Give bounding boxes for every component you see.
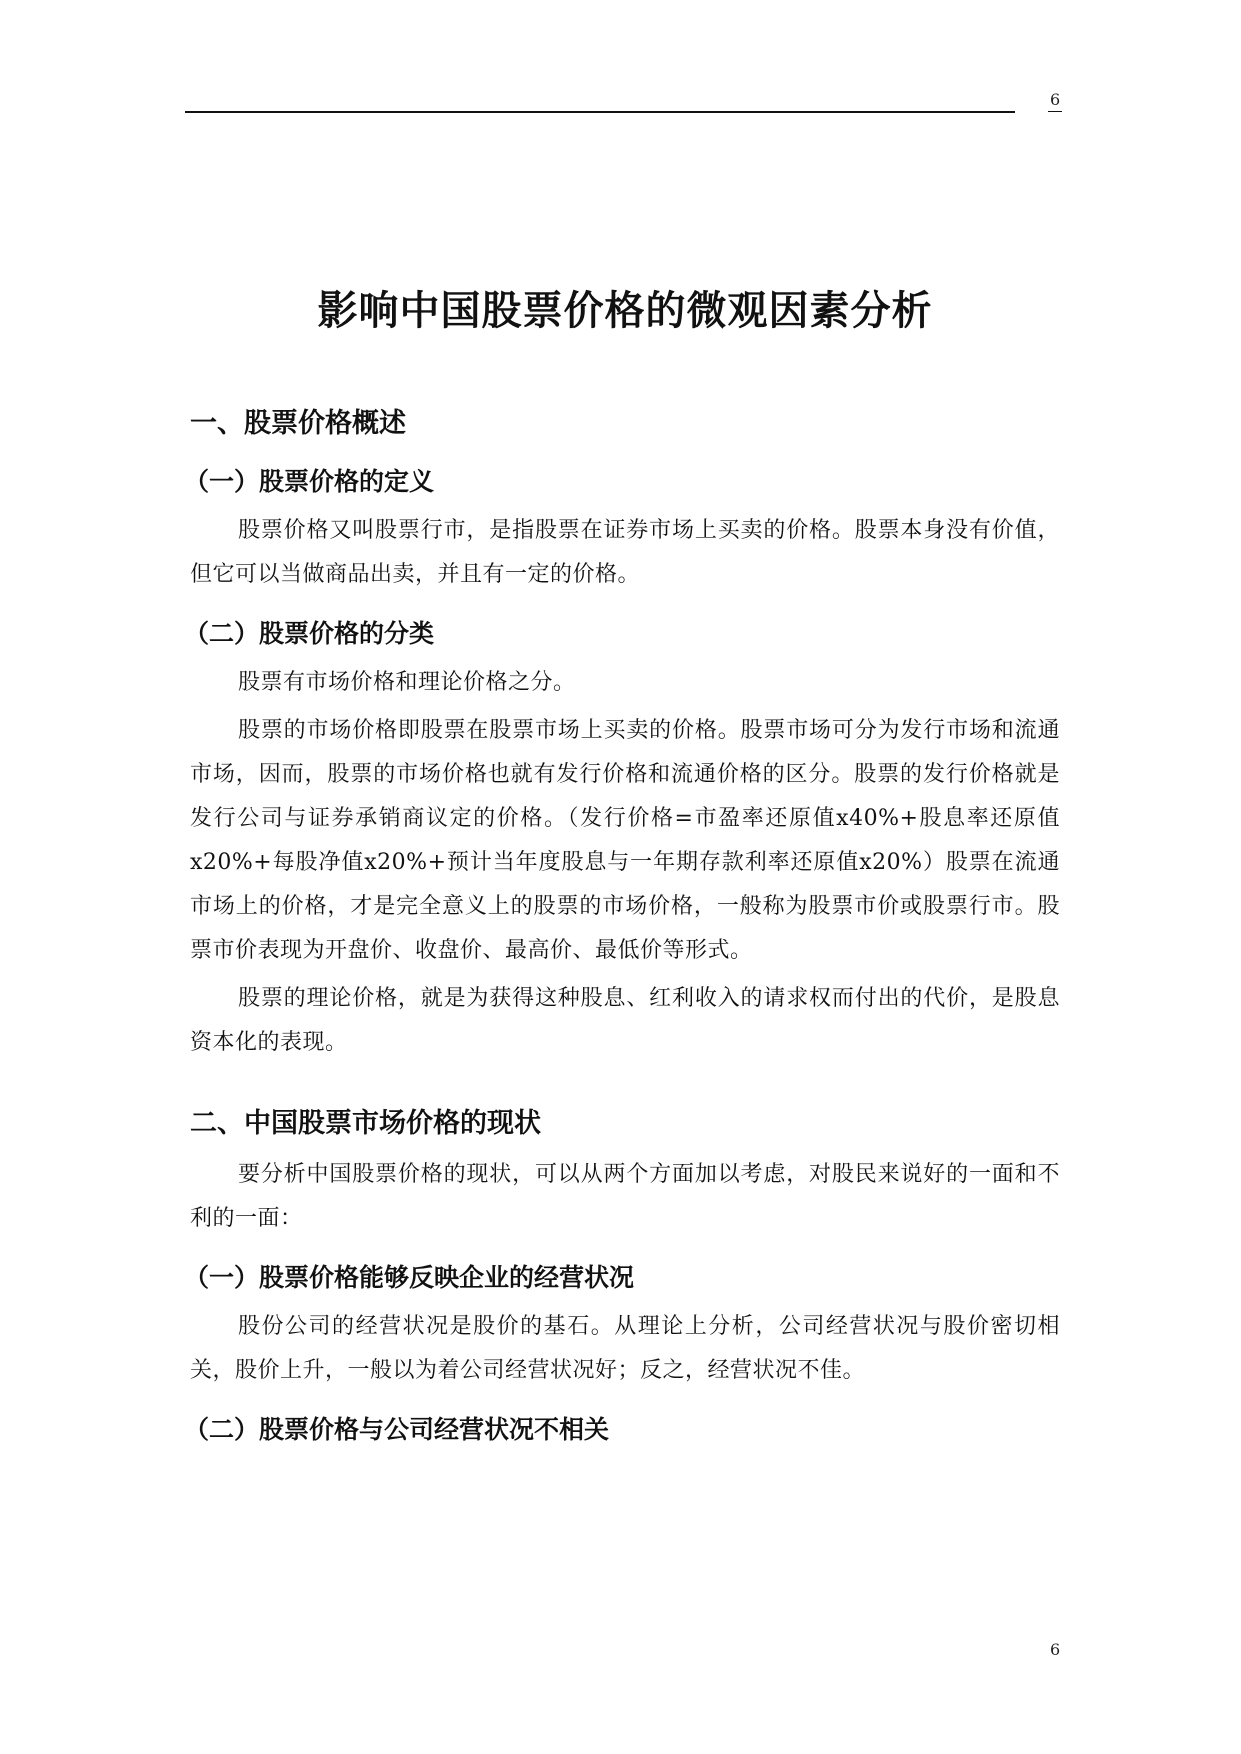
subsection-heading-1-1: （一）股票价格的定义 (184, 467, 435, 496)
subsection-heading-2-2: （二）股票价格与公司经营状况不相关 (184, 1415, 610, 1444)
paragraph: 股票的理论价格，就是为获得这种股息、红利收入的请求权而付出的代价，是股息资本化的表现。 (190, 986, 1060, 1055)
subsection-heading-1-2: （二）股票价格的分类 (184, 619, 435, 648)
subsection-heading-2-1: （一）股票价格能够反映企业的经营状况 (184, 1263, 635, 1292)
header-rule (185, 111, 1015, 113)
paragraph: 要分析中国股票价格的现状，可以从两个方面加以考虑，对股民来说好的一面和不利的一面： (190, 1162, 1060, 1231)
paragraph: 股票价格又叫股票行市，是指股票在证券市场上买卖的价格。股票本身没有价值，但它可以当做商品出卖，并且有一定的价格。 (190, 518, 1060, 587)
document-title: 影响中国股票价格的微观因素分析 (317, 288, 933, 334)
paragraph: 股票有市场价格和理论价格之分。 (238, 670, 576, 695)
paragraph: 股票的市场价格即股票在股票市场上买卖的价格。股票市场可分为发行市场和流通市场，因而，股票的市场价格也就有发行价格和流通价格的区分。股票的发行价格就是发行公司与证券承销商议定的价格。（发行价格=市盈率还原值x40%+股息率还原值x20%+每股净值x20%+预计当年度股息与一年期存款利率还原值x20%）股票在流通市场上的价格，才是完全意义上的股票的市场价格，一般称为股票市价或股票行市。股票市价表现为开盘价、收盘价、最高价、最低价等形式。 (190, 718, 1060, 963)
document-body (184, 285, 1060, 1449)
footer-page-number: 6 (1050, 1640, 1061, 1659)
header-page-number: 6 (1050, 90, 1061, 109)
header-page-number-underline (1048, 111, 1062, 112)
paragraph: 股份公司的经营状况是股价的基石。从理论上分析，公司经营状况与股价密切相关，股价上升，一般以为着公司经营状况好；反之，经营状况不佳。 (190, 1314, 1060, 1383)
section-heading-2: 二、中国股票市场价格的现状 (190, 1108, 541, 1139)
section-heading-1: 一、股票价格概述 (190, 408, 406, 439)
